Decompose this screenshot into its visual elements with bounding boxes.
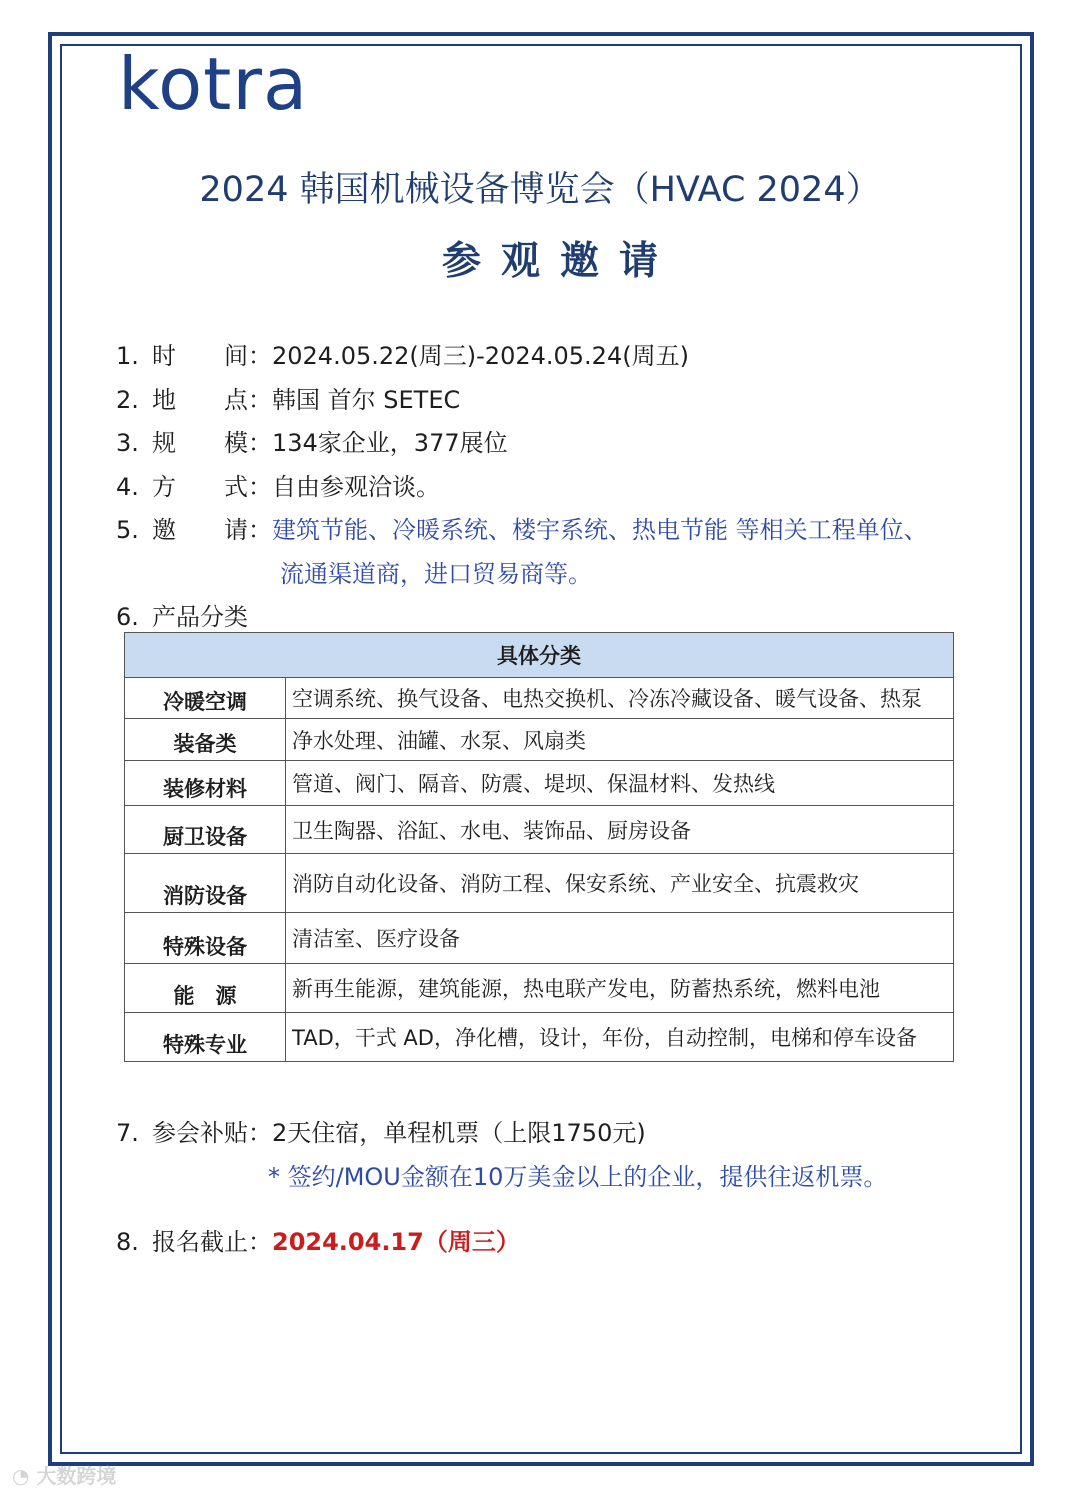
item-number: 6.	[116, 603, 139, 631]
page-title: 2024 韩国机械设备博览会（HVAC 2024）	[199, 170, 881, 210]
category-cell: 厨卫设备	[125, 806, 286, 854]
detail-cell: 卫生陶器、浴缸、水电、装饰品、厨房设备	[286, 806, 954, 854]
item-label: 方 式：	[152, 473, 272, 501]
item-number: 1.	[116, 342, 139, 370]
category-cell: 装备类	[125, 719, 286, 761]
detail-cell: 空调系统、换气设备、电热交换机、冷冻冷藏设备、暖气设备、热泵	[286, 678, 954, 719]
item-label: 邀 请：	[152, 516, 272, 544]
table-row	[125, 719, 954, 761]
item-invite	[116, 510, 928, 545]
subsidy-note: * 签约/MOU金额在10万美金以上的企业，提供往返机票。	[268, 1163, 888, 1191]
item-value: 2024.05.22(周三)-2024.05.24(周五)	[272, 342, 689, 370]
detail-cell: TAD，干式 AD，净化槽，设计，年份，自动控制，电梯和停车设备	[286, 1013, 954, 1062]
category-cell: 冷暖空调	[125, 678, 286, 719]
item-value: 自由参观洽谈。	[272, 473, 440, 501]
item-label: 产品分类	[152, 603, 248, 631]
table-row	[125, 964, 954, 1013]
item-value: 建筑节能、冷暖系统、楼宇系统、热电节能 等相关工程单位、	[272, 516, 928, 544]
item-value: 韩国 首尔 SETEC	[272, 386, 461, 414]
table-row	[125, 1013, 954, 1062]
item-categories	[116, 597, 248, 632]
category-table	[124, 632, 954, 1062]
category-cell: 消防设备	[125, 854, 286, 913]
item-time	[116, 336, 689, 371]
item-label: 参会补贴：	[152, 1119, 272, 1147]
detail-cell: 新再生能源，建筑能源，热电联产发电，防蓄热系统，燃料电池	[286, 964, 954, 1013]
item-value: 2天住宿，单程机票（上限1750元)	[272, 1119, 646, 1147]
item-number: 8.	[116, 1228, 139, 1256]
item-method	[116, 467, 440, 502]
item-value: 134家企业，377展位	[272, 429, 508, 457]
item-location	[116, 380, 460, 415]
item-label: 报名截止：	[152, 1228, 272, 1256]
item-label: 规 模：	[152, 429, 272, 457]
table-row	[125, 761, 954, 806]
detail-cell: 净水处理、油罐、水泵、风扇类	[286, 719, 954, 761]
watermark	[12, 1460, 116, 1489]
table-row	[125, 854, 954, 913]
table-row	[125, 913, 954, 964]
item-scale	[116, 423, 508, 458]
item-label: 地 点：	[152, 386, 272, 414]
category-cell: 特殊设备	[125, 913, 286, 964]
item-number: 4.	[116, 473, 139, 501]
item-number: 3.	[116, 429, 139, 457]
deadline-value: 2024.04.17（周三）	[272, 1228, 520, 1256]
category-cell: 特殊专业	[125, 1013, 286, 1062]
item-subsidy	[116, 1113, 646, 1148]
detail-cell: 清洁室、医疗设备	[286, 913, 954, 964]
watermark-text: 大数跨境	[36, 1464, 117, 1488]
detail-cell: 管道、阀门、隔音、防震、堤坝、保温材料、发热线	[286, 761, 954, 806]
item-invite-continued: 流通渠道商，进口贸易商等。	[280, 560, 592, 588]
item-deadline	[116, 1222, 520, 1257]
table-row	[125, 806, 954, 854]
weibo-icon: ◔	[12, 1464, 30, 1488]
item-number: 5.	[116, 516, 139, 544]
category-cell: 装修材料	[125, 761, 286, 806]
page-subtitle: 参观邀请	[441, 239, 678, 284]
item-label: 时 间：	[152, 342, 272, 370]
kotra-logo: kotra	[118, 42, 309, 126]
detail-cell: 消防自动化设备、消防工程、保安系统、产业安全、抗震救灾	[286, 854, 954, 913]
item-number: 7.	[116, 1119, 139, 1147]
table-header: 具体分类	[125, 633, 954, 678]
item-number: 2.	[116, 386, 139, 414]
table-header-row	[125, 633, 954, 678]
category-cell: 能 源	[125, 964, 286, 1013]
table-row	[125, 678, 954, 719]
